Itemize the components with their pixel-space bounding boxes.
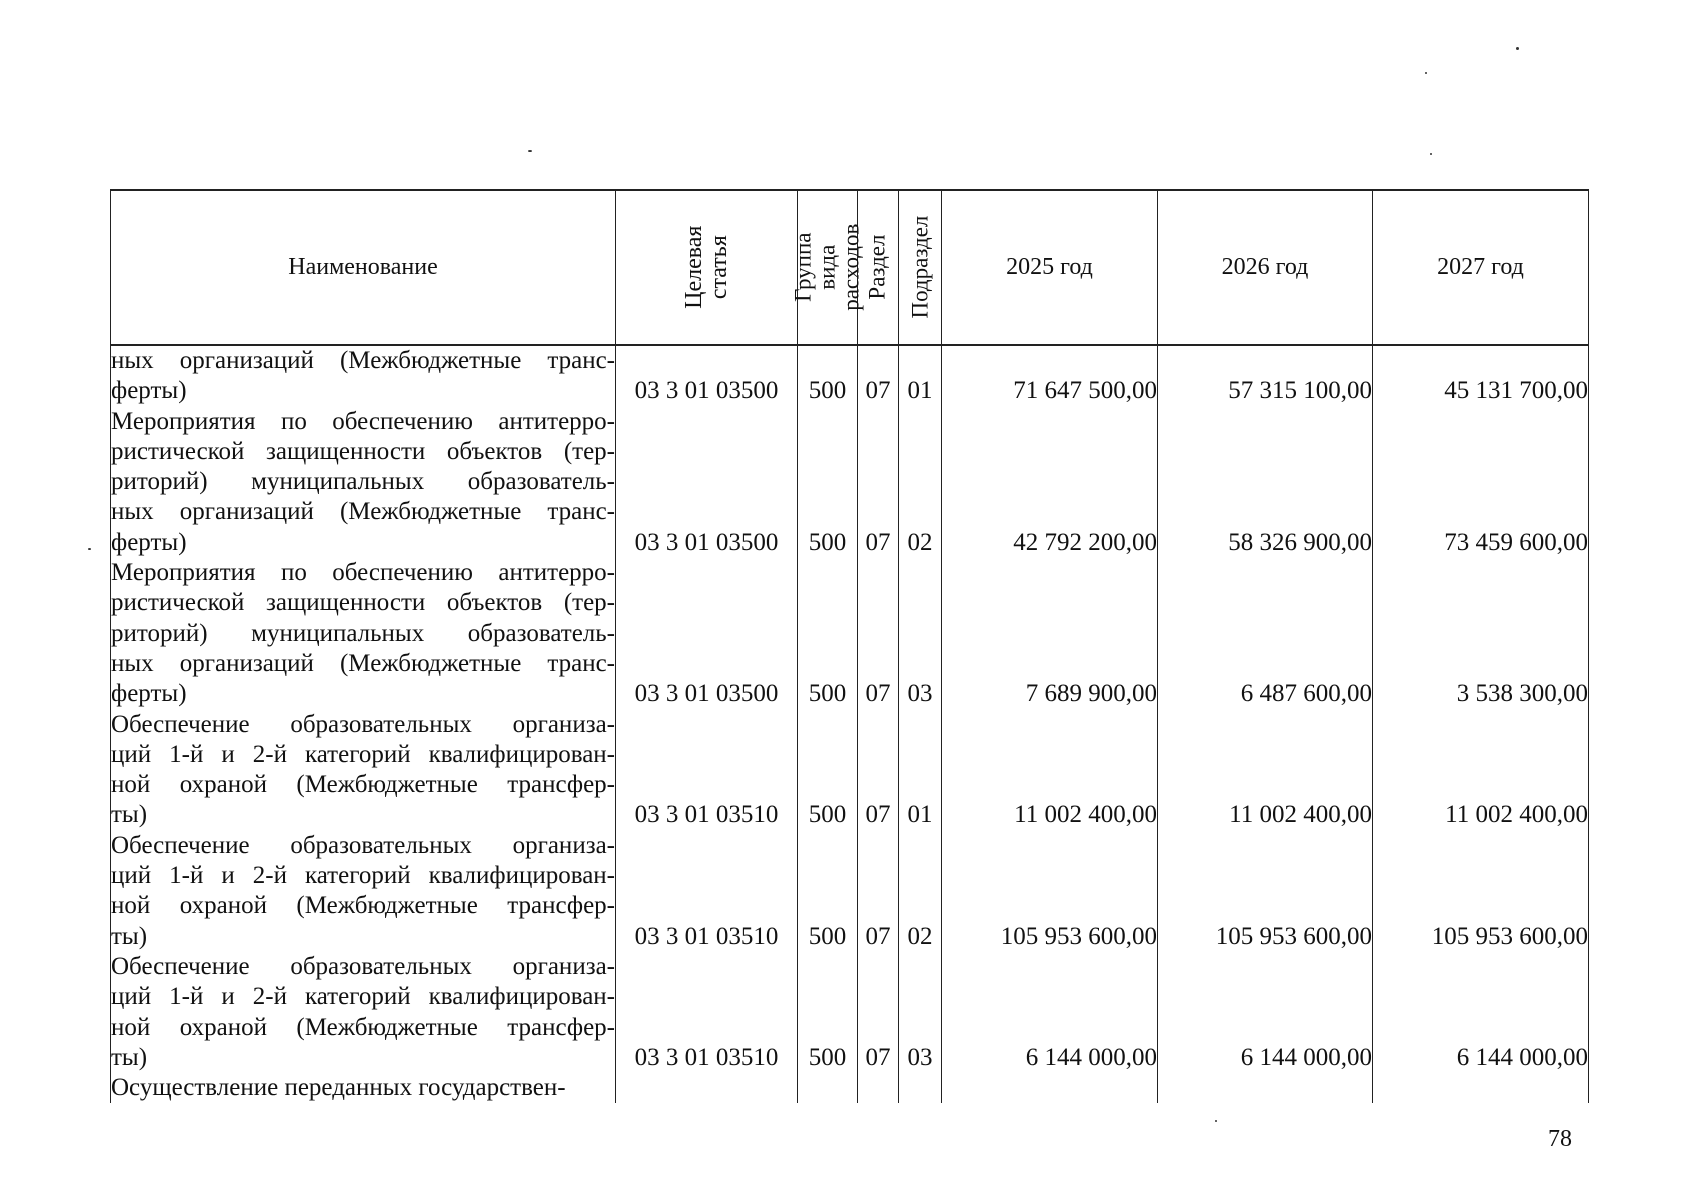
cell-2025: 105 953 600,00 [942,831,1158,952]
cell-2026: 58 326 900,00 [1158,407,1373,558]
cell-name-line: ферты) [111,377,187,405]
cell-subsection: 01 [899,710,942,831]
cell-2025 [942,1073,1158,1103]
cell-2025: 11 002 400,00 [942,710,1158,831]
cell-2027: 6 144 000,00 [1373,952,1589,1073]
scan-speck [1425,72,1427,74]
cell-name-line: Осуществление переданных государствен- [111,1074,566,1102]
cell-2026: 57 315 100,00 [1158,345,1373,407]
table-row [111,1073,1589,1103]
cell-name-line: ферты) [111,528,187,556]
scan-speck [1430,153,1432,155]
table-row [111,345,1589,407]
table-row [111,558,1589,709]
header-target-article-label: Целевая статья [680,225,732,310]
cell-2025: 6 144 000,00 [942,952,1158,1073]
cell-name-line: Мероприятия по обеспечению антитерро- [111,407,615,435]
header-subsection-label: Подраздел [906,216,932,319]
cell-target-article: 03 3 01 03510 [616,710,798,831]
cell-expense-group: 500 [798,710,858,831]
cell-section [858,1073,899,1103]
cell-2027: 45 131 700,00 [1373,345,1589,407]
cell-name [111,831,616,952]
scan-speck [88,548,91,550]
header-row [111,190,1589,345]
cell-name-line: ристической защищенности объектов (тер- [111,589,615,617]
budget-table [110,189,1589,1103]
cell-name [111,407,616,558]
cell-expense-group: 500 [798,558,858,709]
table-row [111,831,1589,952]
cell-name-line: риторий) муниципальных образователь- [111,468,615,496]
cell-2026: 6 487 600,00 [1158,558,1373,709]
header-target-article [616,190,798,345]
cell-2027: 11 002 400,00 [1373,710,1589,831]
cell-name-line: риторий) муниципальных образователь- [111,619,615,647]
cell-name-line: ферты) [111,680,187,708]
table-row [111,710,1589,831]
cell-name-line: Мероприятия по обеспечению антитерро- [111,559,615,587]
cell-section: 07 [858,407,899,558]
cell-2027: 3 538 300,00 [1373,558,1589,709]
cell-name-line: ций 1-й и 2-й категорий квалифицирован- [111,983,615,1011]
table-row [111,952,1589,1073]
cell-section: 07 [858,345,899,407]
cell-name-line: ты) [111,1043,148,1071]
cell-name-line: ристической защищенности объектов (тер- [111,437,615,465]
cell-expense-group: 500 [798,345,858,407]
header-expense-group [790,190,864,345]
scan-speck [1516,47,1519,50]
table-body [111,345,1589,1103]
cell-name-line: ных организаций (Межбюджетные транс- [111,347,615,374]
cell-2025: 42 792 200,00 [942,407,1158,558]
cell-name [111,710,616,831]
cell-name-line: ты) [111,801,148,829]
cell-name [111,558,616,709]
cell-2027: 73 459 600,00 [1373,407,1589,558]
cell-2026 [1158,1073,1373,1103]
cell-name-line: ных организаций (Межбюджетные транс- [111,649,615,677]
cell-section: 07 [858,558,899,709]
cell-section: 07 [858,710,899,831]
cell-name-line: Обеспечение образовательных организа- [111,831,615,859]
cell-expense-group: 500 [798,831,858,952]
table-row [111,407,1589,558]
cell-2026: 6 144 000,00 [1158,952,1373,1073]
cell-name-line: Обеспечение образовательных организа- [111,710,615,738]
cell-name-line: ты) [111,922,148,950]
cell-target-article: 03 3 01 03500 [616,345,798,407]
cell-subsection: 01 [899,345,942,407]
cell-2027: 105 953 600,00 [1373,831,1589,952]
cell-name [111,345,616,407]
cell-name-line: ций 1-й и 2-й категорий квалифицирован- [111,740,615,768]
cell-2025: 71 647 500,00 [942,345,1158,407]
cell-target-article: 03 3 01 03510 [616,952,798,1073]
cell-name-line: ных организаций (Межбюджетные транс- [111,498,615,526]
cell-2027 [1373,1073,1589,1103]
header-name: Наименование [111,190,616,345]
scan-speck [1215,1120,1217,1122]
header-2025: 2025 год [942,190,1158,345]
cell-target-article [616,1073,798,1103]
cell-name-line: ной охраной (Межбюджетные трансфер- [111,1013,615,1041]
cell-name [111,1073,616,1103]
cell-2026: 11 002 400,00 [1158,710,1373,831]
page-number: 78 [1548,1126,1572,1152]
header-2026: 2026 год [1158,190,1373,345]
cell-expense-group [798,1073,858,1103]
cell-name-line: ций 1-й и 2-й категорий квалифицирован- [111,862,615,890]
cell-name-line: Обеспечение образовательных организа- [111,952,615,980]
cell-section: 07 [858,952,899,1073]
header-section-label: Раздел [864,234,890,301]
header-expense-group-label: Группа вида расходов [790,223,864,312]
cell-subsection: 02 [899,831,942,952]
scan-speck [528,150,532,152]
cell-subsection: 02 [899,407,942,558]
cell-subsection: 03 [899,558,942,709]
cell-expense-group: 500 [798,407,858,558]
cell-section: 07 [858,831,899,952]
cell-2026: 105 953 600,00 [1158,831,1373,952]
cell-name [111,952,616,1073]
cell-target-article: 03 3 01 03500 [616,558,798,709]
header-subsection [899,190,942,345]
cell-2025: 7 689 900,00 [942,558,1158,709]
cell-name-line: ной охраной (Межбюджетные трансфер- [111,892,615,920]
cell-name-line: ной охраной (Межбюджетные трансфер- [111,771,615,799]
cell-target-article: 03 3 01 03510 [616,831,798,952]
header-section [858,190,899,345]
cell-expense-group: 500 [798,952,858,1073]
cell-target-article: 03 3 01 03500 [616,407,798,558]
cell-subsection [899,1073,942,1103]
header-2027: 2027 год [1373,190,1589,345]
cell-subsection: 03 [899,952,942,1073]
